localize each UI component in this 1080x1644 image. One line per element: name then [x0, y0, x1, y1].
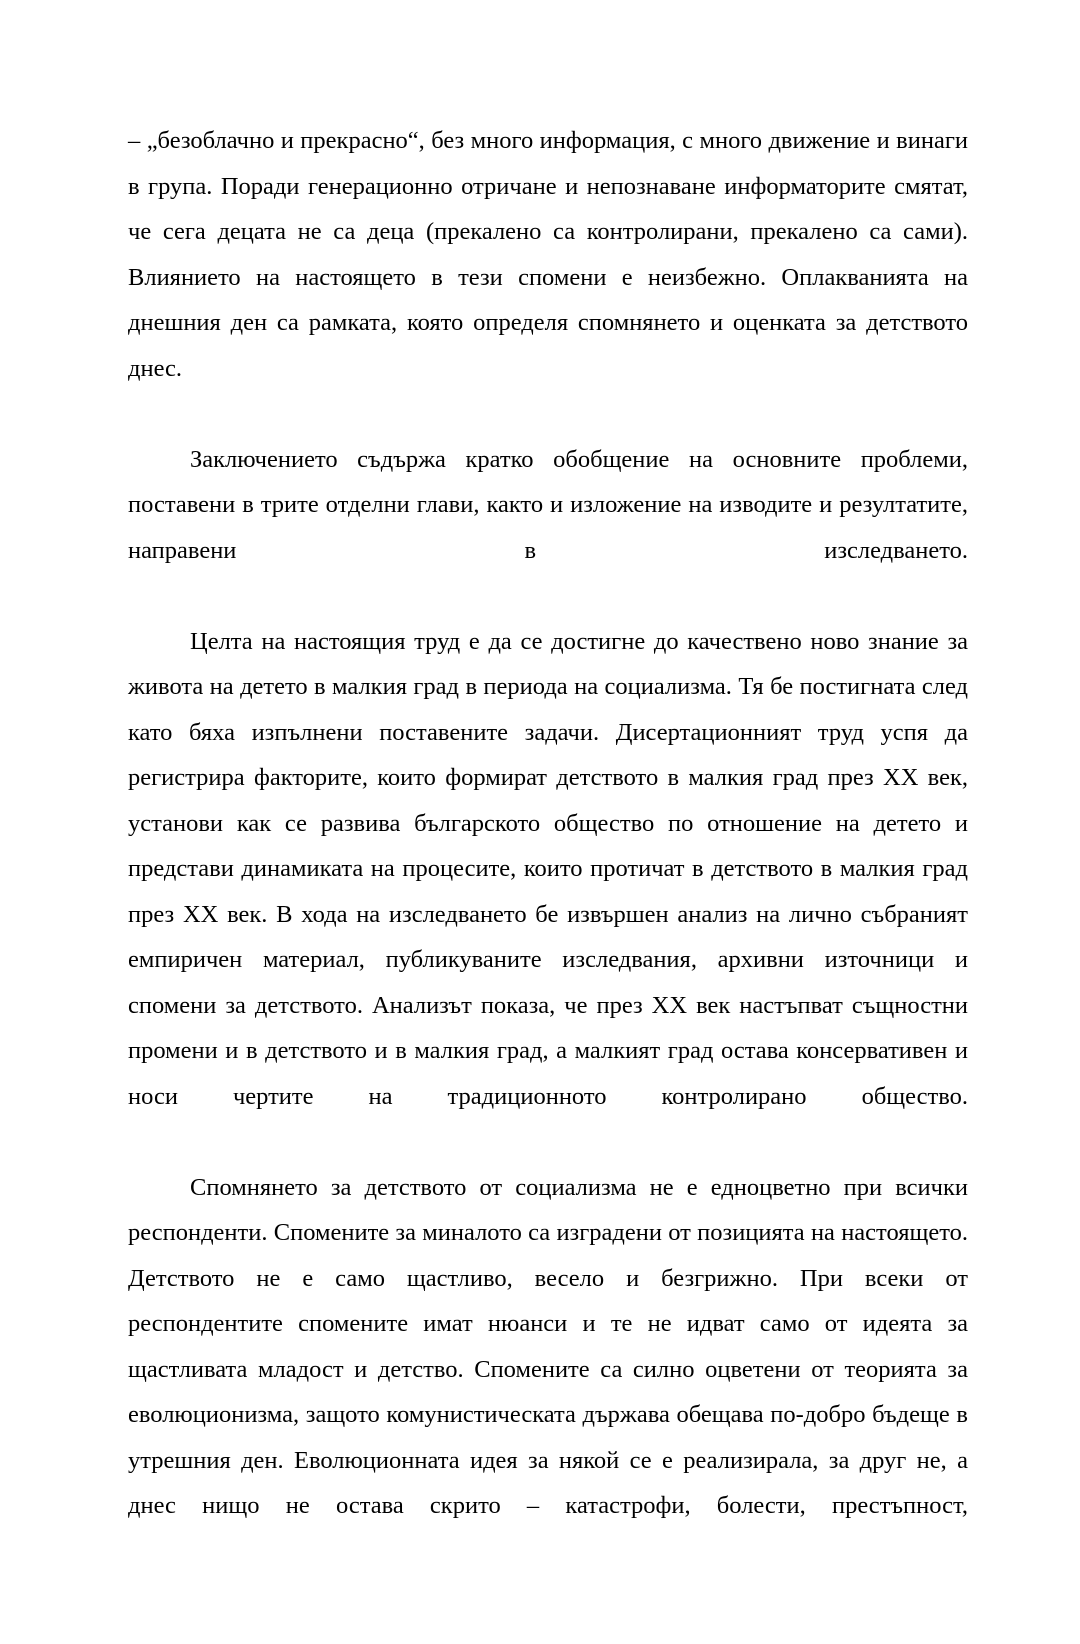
paragraph-3: Целта на настоящия труд е да се достигне до качествено ново знание за живота на детето в малкия град в периода на социализма. Тя бе постигната след като бяха изпълнени поставените задачи. Дисертационният труд успя да регистрира факторите, които формират детството в малкия град през ХХ век, установи как се развива българското общество по отношение на детето и представи динамиката на процесите, които протичат в детството в малкия град през ХХ век. В хода на изследването бе извършен анализ на лично събраният емпиричен материал, публикуваните изследвания, архивни източници и спомени за детството. Анализът показа, че през ХХ век настъпват същностни промени и в детството и в малкия град, а малкият град остава консервативен и носи чертите на традиционното контролирано общество. — [128, 627, 968, 1110]
document-body — [128, 118, 968, 1574]
paragraph-4: Спомнянето за детството от социализма не е едноцветно при всички респонденти. Спомените за миналото са изградени от позицията на настоящето. Детството не е само щастливо, весело и безгрижно. При всеки от респондентите спомените имат нюанси и те не идват само от идеята за щастливата младост и детство. Спомените са силно оцветени от теорията за еволюционизма, защото комунистическата държава обещава по-добро бъдеще в утрешния ден. Еволюционната идея за някой се е реализирала, за друг не, а днес нищо не остава скрито – катастрофи, болести, престъпност, — [128, 1173, 968, 1519]
paragraph-2: Заключението съдържа кратко обобщение на основните проблеми, поставени в трите отделни глави, както и изложение на изводите и резултатите, направени в изследването. — [128, 445, 968, 564]
paragraph-1: – „безоблачно и прекрасно“, без много информация, с много движение и винаги в група. Поради генерационно отричане и непознаване информаторите смятат, че сега децата не са деца (прекалено са контролирани, прекалено са сами). Влиянието на настоящето в тези спомени е неизбежно. Оплакванията на днешния ден са рамката, която определя спомнянето и оценката за детството днес. — [128, 127, 968, 382]
